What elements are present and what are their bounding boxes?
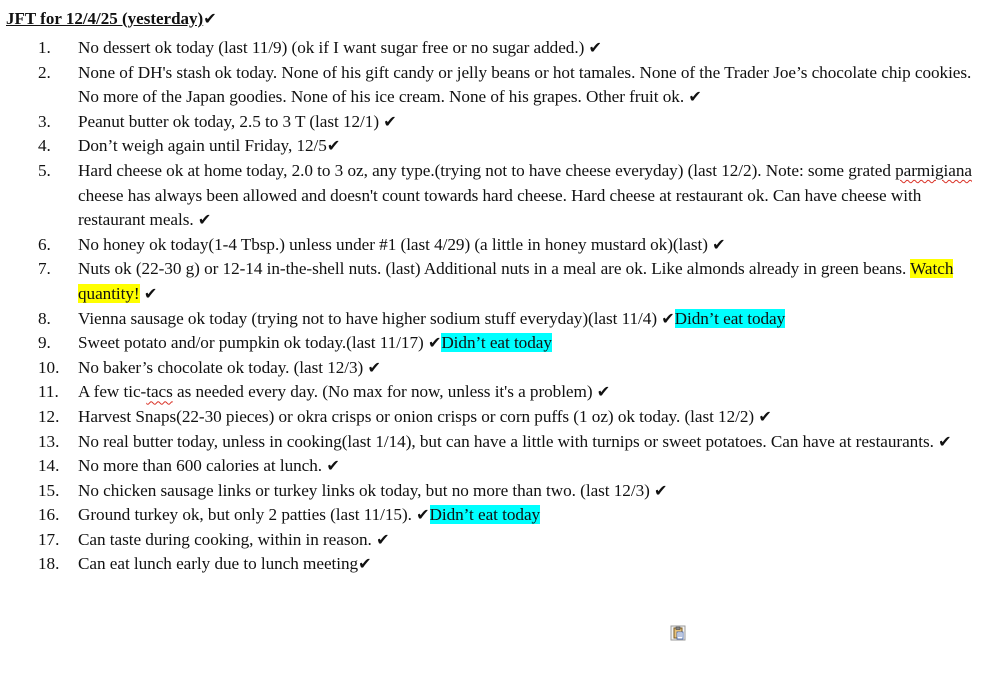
- item-text: Can eat lunch early due to lunch meeting: [78, 554, 359, 574]
- list-number: 2.: [38, 62, 51, 82]
- list-number: 9.: [38, 333, 51, 353]
- check-mark-icon: ✔: [654, 480, 668, 500]
- list-number: 13.: [38, 431, 60, 451]
- misspelled-word: parmigiana: [895, 160, 972, 180]
- list-item: [6, 380, 990, 405]
- list-item: [6, 454, 990, 479]
- item-text: Hard cheese ok at home today, 2.0 to 3 oz, any type.(trying not to have cheese everyday) (last 12/2). Note: some grated: [78, 160, 896, 180]
- list-item: [6, 257, 990, 306]
- check-mark-icon: ✔: [688, 87, 702, 107]
- list-item: [6, 356, 990, 381]
- list-item: [6, 430, 990, 455]
- list-number: 6.: [38, 234, 51, 254]
- list-number: 3.: [38, 111, 51, 131]
- highlighted-text: Didn’t eat today: [429, 505, 541, 525]
- check-mark-icon: ✔: [938, 431, 952, 451]
- item-text: Don’t weigh again until Friday, 12/5: [78, 136, 327, 156]
- list-number: 14.: [38, 456, 60, 476]
- check-mark-icon: ✔: [326, 136, 341, 156]
- document-title: [6, 8, 990, 30]
- list-number: 10.: [38, 357, 60, 377]
- item-text: No dessert ok today (last 11/9) (ok if I want sugar free or no sugar added.): [78, 38, 589, 57]
- highlighted-text: Watch quantity!: [78, 259, 954, 303]
- item-text: No chicken sausage links or turkey links ok today, but no more than two. (last 12/3): [78, 480, 655, 500]
- list-number: 15.: [38, 480, 60, 500]
- item-text: Ground turkey ok, but only 2 patties (last 11/15).: [78, 505, 417, 525]
- item-text: Sweet potato and/or pumpkin ok today.(last 11/17): [78, 333, 428, 353]
- item-text: No baker’s chocolate ok today. (last 12/3): [78, 357, 368, 377]
- highlighted-text: Didn’t eat today: [441, 333, 552, 353]
- check-mark-icon: ✔: [596, 382, 611, 402]
- list-item: [6, 134, 990, 159]
- check-mark-icon: ✔: [376, 529, 390, 549]
- list-item: [6, 479, 990, 504]
- list-number: 4.: [38, 136, 51, 156]
- item-text: Can taste during cooking, within in reason.: [78, 529, 377, 549]
- item-text: No more than 600 calories at lunch.: [78, 456, 327, 476]
- item-text: as needed every day. (No max for now, unless it's a problem): [172, 382, 597, 402]
- item-text: Vienna sausage ok today (trying not to have higher sodium stuff everyday)(last 11/4): [78, 308, 662, 328]
- list-number: 7.: [38, 259, 51, 279]
- list-item: [6, 159, 990, 233]
- list-item: [6, 331, 990, 356]
- list-item: [6, 405, 990, 430]
- item-text: Nuts ok (22-30 g) or 12-14 in-the-shell nuts. (last) Additional nuts in a meal are ok. Like almonds already in green beans.: [78, 259, 911, 279]
- check-mark-icon: ✔: [383, 111, 397, 131]
- item-text: Harvest Snaps(22-30 pieces) or okra crisps or onion crisps or corn puffs (1 oz) ok today. (last 12/2): [78, 406, 759, 426]
- item-text: A few tic-: [78, 382, 147, 402]
- check-mark-icon: ✔: [416, 505, 430, 525]
- misspelled-word: tacs: [146, 382, 173, 402]
- list-number: 12.: [38, 406, 60, 426]
- list-item: [6, 307, 990, 332]
- list-number: 8.: [38, 308, 51, 328]
- check-mark-icon: ✔: [588, 38, 602, 57]
- check-mark-icon: ✔: [367, 357, 381, 377]
- title-text: JFT for 12/4/25 (yesterday): [6, 9, 204, 28]
- list-item: [6, 61, 990, 110]
- list-number: 16.: [38, 505, 60, 525]
- clipboard-paste-icon[interactable]: [670, 625, 686, 641]
- check-mark-icon: ✔: [197, 210, 212, 230]
- check-mark-icon: ✔: [326, 456, 340, 476]
- list-item: [6, 528, 990, 553]
- item-list: [6, 36, 990, 577]
- item-text: Peanut butter ok today, 2.5 to 3 T (last 12/1): [78, 111, 384, 131]
- check-mark-icon: ✔: [143, 283, 158, 303]
- check-mark-icon: ✔: [427, 333, 442, 353]
- list-number: 11.: [38, 382, 59, 402]
- check-mark-icon: ✔: [661, 308, 675, 328]
- list-item: [6, 503, 990, 528]
- list-number: 18.: [38, 554, 60, 574]
- list-item: [6, 552, 990, 577]
- check-mark-icon: ✔: [203, 9, 217, 28]
- check-mark-icon: ✔: [358, 554, 372, 574]
- check-mark-icon: ✔: [758, 406, 772, 426]
- highlighted-text: Didn’t eat today: [674, 308, 786, 328]
- list-item: [6, 110, 990, 135]
- check-mark-icon: ✔: [712, 234, 726, 254]
- list-number: 17.: [38, 529, 60, 549]
- item-text: None of DH's stash ok today. None of his gift candy or jelly beans or hot tamales. None of the Trader Joe’s chocolate chip cookies. No more of the Japan goodies. None of his ice cream. None of his grapes. Other fruit ok.: [78, 62, 972, 107]
- item-text: No honey ok today(1-4 Tbsp.) unless under #1 (last 4/29) (a little in honey mustard ok)(last): [78, 234, 713, 254]
- list-number: 1.: [38, 38, 51, 57]
- list-number: 5.: [38, 160, 51, 180]
- item-text: cheese has always been allowed and doesn't count towards hard cheese. Hard cheese at restaurant ok. Can have cheese with restaurant meals.: [78, 185, 922, 230]
- list-item: [6, 233, 990, 258]
- item-text: No real butter today, unless in cooking(last 1/14), but can have a little with turnips or sweet potatoes. Can have at restaurants.: [78, 431, 939, 451]
- list-item: [6, 36, 990, 61]
